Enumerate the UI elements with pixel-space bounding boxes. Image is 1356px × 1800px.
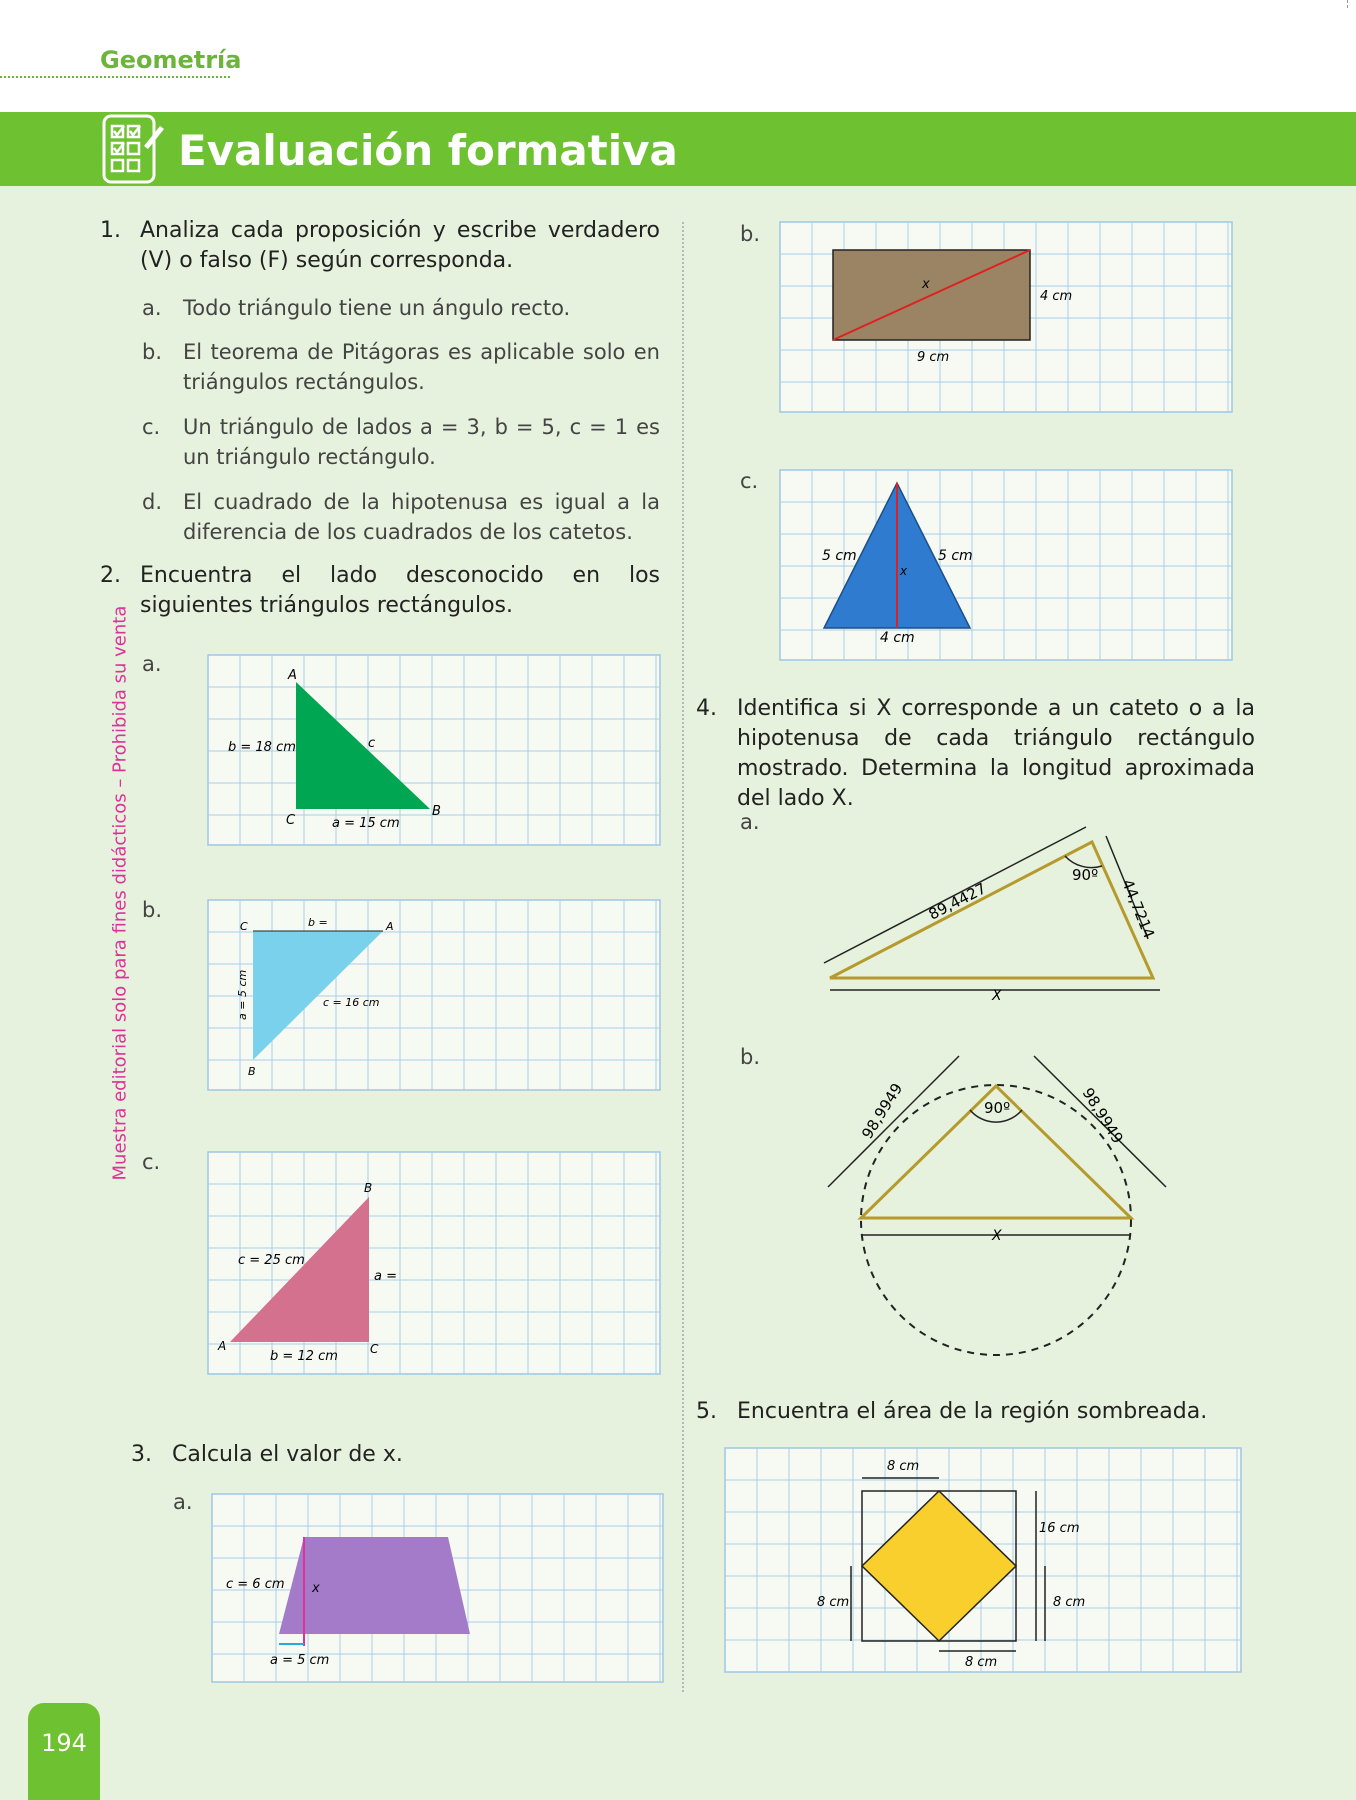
side-b-label: b =	[308, 916, 328, 929]
q3-number: 3.	[131, 1442, 152, 1467]
right-side-label: 98,9949	[1078, 1084, 1127, 1147]
q2-b-letter: b.	[142, 898, 163, 922]
column-divider	[682, 222, 684, 1692]
q3-c-letter: c.	[740, 469, 759, 493]
q2-c-letter: c.	[142, 1150, 161, 1174]
q2-b-figure	[208, 900, 660, 1090]
side-a-label: a = 5 cm	[236, 969, 249, 1020]
height-label: 4 cm	[1040, 289, 1073, 304]
vertex-C: C	[286, 813, 296, 828]
x-label: x	[922, 277, 930, 292]
x-label: X	[992, 1228, 1002, 1244]
width-label: 9 cm	[917, 350, 950, 365]
q3-a-figure	[212, 1494, 663, 1682]
q1-item-d: El cuadrado de la hipotenusa es igual a la diferencia de los cuadrados de los catetos.	[183, 490, 660, 544]
vertex-B: B	[248, 1065, 256, 1078]
header-dotted-line	[0, 76, 230, 78]
side-b-label: b = 18 cm	[228, 740, 296, 755]
q1-item-a: Todo triángulo tiene un ángulo recto.	[183, 296, 571, 320]
vertex-C: C	[370, 1342, 379, 1356]
vertex-A: A	[288, 668, 297, 683]
long-side-label: 89,4427	[925, 879, 990, 924]
vertex-A: A	[218, 1339, 227, 1353]
vertex-B: B	[364, 1181, 373, 1195]
top-label: 8 cm	[887, 1459, 920, 1474]
bottom-label: 8 cm	[965, 1655, 998, 1670]
checklist-icon	[100, 112, 166, 190]
base-label: 4 cm	[880, 630, 915, 646]
q2-c-figure	[208, 1152, 660, 1374]
q1-item-c-letter: c.	[142, 415, 161, 439]
angle-label: 90º	[1072, 866, 1099, 884]
right-side-label: 5 cm	[938, 548, 973, 564]
q3-b-letter: b.	[740, 222, 761, 246]
q3-c-figure	[780, 470, 1232, 660]
x-label: x	[900, 564, 908, 578]
triangle-a	[830, 842, 1153, 978]
q1-number: 1.	[100, 218, 121, 243]
q2-text: Encuentra el lado desconocido en los siguientes triángulos rectángulos.	[140, 563, 660, 618]
q3-a-letter: a.	[173, 1490, 193, 1514]
side-c-label: c = 25 cm	[238, 1253, 305, 1268]
banner-title: Evaluación formativa	[178, 126, 678, 175]
q2-number: 2.	[100, 563, 121, 588]
page-number: 194	[41, 1729, 87, 1757]
q1-item-c: Un triángulo de lados a = 3, b = 5, c = 1 es un triángulo rectángulo.	[183, 415, 660, 469]
side-c-label: c = 6 cm	[226, 1577, 285, 1592]
dim-line-left	[828, 1056, 959, 1187]
q5-number: 5.	[696, 1399, 717, 1424]
q1-item-b: El teorema de Pitágoras es aplicable solo en triángulos rectángulos.	[183, 340, 660, 394]
purple-trapezoid	[279, 1537, 470, 1634]
left-side-label: 5 cm	[822, 548, 857, 564]
q1-item-d-letter: d.	[142, 490, 163, 514]
left-side-label: 98,9949	[858, 1079, 907, 1143]
q4-b-figure	[820, 1050, 1180, 1360]
side-a-label: a = 15 cm	[332, 816, 400, 831]
q4-text: Identifica si X corresponde a un cateto o a la hipotenusa de cada triángulo rectángulo mostrado. Determina la longitud aproximada del lado X.	[737, 696, 1255, 811]
side-note: Muestra editorial solo para fines didácticos – Prohibida su venta	[109, 605, 131, 1181]
side-a-label: a =	[374, 1269, 397, 1284]
angle-label: 90º	[984, 1099, 1011, 1117]
side-c-label: c = 16 cm	[323, 996, 380, 1009]
right-label: 8 cm	[1053, 1595, 1086, 1610]
x-label: x	[312, 1581, 320, 1596]
grid	[780, 470, 1232, 660]
q4-number: 4.	[696, 696, 717, 721]
q1-text: Analiza cada proposición y escribe verdadero (V) o falso (F) según corresponda.	[140, 218, 660, 273]
q2-a-figure	[208, 655, 660, 845]
crop-mark	[1347, 0, 1356, 8]
side-a-label: a = 5 cm	[270, 1653, 330, 1668]
q1-item-a-letter: a.	[142, 296, 162, 320]
q1-item-b-letter: b.	[142, 340, 163, 364]
x-label: X	[992, 988, 1002, 1004]
dashed-circle	[861, 1085, 1131, 1355]
q4-a-letter: a.	[740, 810, 760, 834]
vertex-B: B	[432, 804, 441, 819]
page-number-tab	[28, 1703, 100, 1800]
q5-figure	[725, 1448, 1241, 1672]
q3-b-figure	[780, 222, 1232, 412]
q2-a-letter: a.	[142, 652, 162, 676]
vertex-A: A	[386, 920, 394, 933]
side-b-label: b = 12 cm	[270, 1349, 338, 1364]
left-label: 8 cm	[817, 1595, 850, 1610]
short-side-label: 44,7214	[1118, 876, 1159, 942]
right-long-label: 16 cm	[1039, 1521, 1080, 1536]
q4-a-figure	[800, 820, 1180, 1004]
q5-text: Encuentra el área de la región sombreada.	[737, 1399, 1208, 1424]
q3-text: Calcula el valor de x.	[172, 1442, 403, 1467]
q4-b-letter: b.	[740, 1045, 761, 1069]
section-title: Geometría	[100, 46, 242, 74]
vertex-C: C	[240, 920, 248, 933]
side-c-label: c	[368, 736, 376, 751]
